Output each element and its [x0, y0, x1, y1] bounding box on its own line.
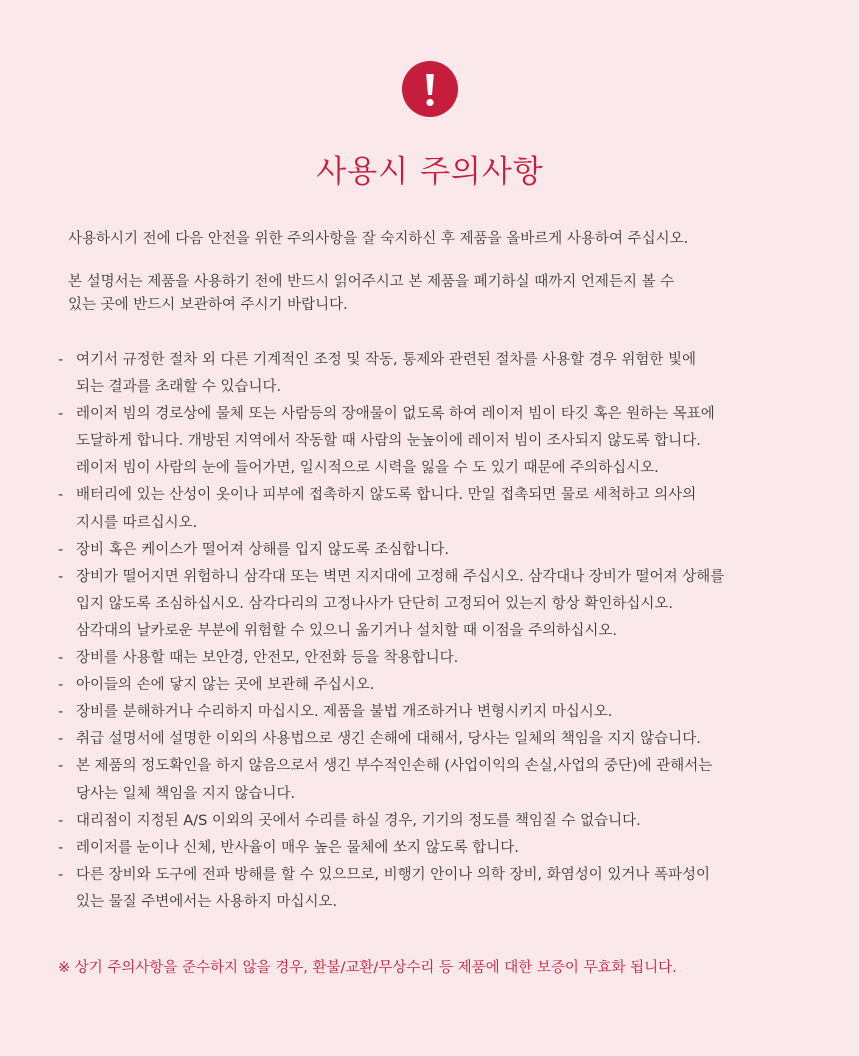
caution-line: 되는 결과를 초래할 수 있습니다. — [76, 379, 282, 396]
caution-item — [58, 672, 828, 699]
caution-line: 당사는 일체 책임을 지지 않습니다. — [76, 785, 296, 802]
bullet-dash: - — [58, 839, 64, 856]
caution-item — [58, 564, 828, 645]
bullet-dash: - — [58, 677, 64, 694]
caution-item — [58, 753, 828, 807]
warranty-warning: ※ 상기 주의사항을 준수하지 않을 경우, 환불/교환/무상수리 등 제품에 대한 보증이 무효화 됩니다. — [58, 960, 677, 976]
notice-line: 있는 곳에 반드시 보관하여 주시기 바랍니다. — [68, 297, 348, 313]
bullet-dash: - — [58, 406, 64, 423]
caution-item — [58, 699, 828, 726]
caution-item — [58, 645, 828, 672]
caution-line: 대리점이 지정된 A/S 이외의 곳에서 수리를 하실 경우, 기기의 정도를 책임질 수 없습니다. — [76, 812, 641, 829]
bullet-dash: - — [58, 352, 64, 368]
caution-item — [58, 347, 828, 401]
caution-line: 다른 장비와 도구에 전파 방해를 할 수 있으므로, 비행기 안이나 의학 장비, 화염성이 있거나 폭파성이 — [76, 866, 711, 883]
caution-item — [58, 835, 828, 862]
caution-item — [58, 726, 828, 753]
manual-notice — [68, 271, 828, 317]
caution-line: 장비 혹은 케이스가 떨어져 상해를 입지 않도록 조심합니다. — [76, 541, 450, 558]
caution-item — [58, 401, 828, 482]
caution-item — [58, 482, 828, 536]
caution-line: 본 제품의 정도확인을 하지 않음으로서 생긴 부수적인손해 (사업이익의 손실,사업의 중단)에 관해서는 — [76, 758, 713, 775]
caution-line: 아이들의 손에 닿지 않는 곳에 보관해 주십시오. — [76, 677, 375, 694]
caution-line: 장비가 떨어지면 위험하니 삼각대 또는 벽면 지지대에 고정해 주십시오. 삼각대나 장비가 떨어져 상해를 — [76, 568, 725, 585]
caution-line: 레이저를 눈이나 신체, 반사율이 매우 높은 물체에 쏘지 않도록 합니다. — [76, 839, 519, 856]
caution-line: 장비를 사용할 때는 보안경, 안전모, 안전화 등을 착용합니다. — [76, 650, 459, 667]
bullet-dash: - — [58, 731, 64, 748]
bullet-dash: - — [58, 866, 64, 883]
caution-line: 장비를 분해하거나 수리하지 마십시오. 제품을 불법 개조하거나 변형시키지 마십시오. — [76, 704, 613, 721]
bullet-dash: - — [58, 758, 64, 775]
bullet-dash: - — [58, 704, 64, 721]
exclamation-circle-icon — [402, 61, 458, 117]
caution-line: 레이저 빔이 사람의 눈에 들어가면, 일시적으로 시력을 잃을 수 도 있기 때문에 주의하십시오. — [76, 460, 659, 477]
page-title: 사용시 주의사항 — [316, 154, 544, 190]
bullet-dash: - — [58, 650, 64, 667]
bullet-dash: - — [58, 568, 64, 585]
caution-line: 입지 않도록 조심하십시오. 삼각다리의 고정나사가 단단히 고정되어 있는지 항상 확인하십시오. — [76, 595, 673, 612]
intro-text: 사용하시기 전에 다음 안전을 위한 주의사항을 잘 숙지하신 후 제품을 올바르게 사용하여 주십시오. — [68, 231, 689, 247]
caution-line: 배터리에 있는 산성이 옷이나 피부에 접촉하지 않도록 합니다. 만일 접촉되면 물로 세척하고 의사의 — [76, 487, 697, 504]
caution-line: 여기서 규정한 절차 외 다른 기계적인 조정 및 작동, 통제와 관련된 절차를 사용할 경우 위험한 빛에 — [76, 352, 697, 368]
caution-line: 레이저 빔의 경로상에 물체 또는 사람등의 장애물이 없도록 하여 레이저 빔이 타깃 혹은 원하는 목표에 — [76, 406, 715, 423]
caution-line: 삼각대의 날카로운 부분에 위험할 수 있으니 옮기거나 설치할 때 이점을 주의하십시오. — [76, 622, 617, 639]
bullet-dash: - — [58, 541, 64, 558]
caution-item — [58, 537, 828, 564]
caution-item — [58, 808, 828, 835]
bullet-dash: - — [58, 487, 64, 504]
caution-list — [58, 347, 828, 916]
bullet-dash: - — [58, 812, 64, 829]
caution-line: 취급 설명서에 설명한 이외의 사용법으로 생긴 손해에 대해서, 당사는 일체의 책임을 지지 않습니다. — [76, 731, 701, 748]
caution-item — [58, 862, 828, 916]
notice-line: 본 설명서는 제품을 사용하기 전에 반드시 읽어주시고 본 제품을 폐기하실 때까지 언제든지 볼 수 — [68, 274, 675, 290]
caution-line: 지시를 따르십시오. — [76, 514, 198, 531]
caution-line: 있는 물질 주변에서는 사용하지 마십시오. — [76, 893, 338, 910]
caution-line: 도달하게 합니다. 개방된 지역에서 작동할 때 사람의 눈높이에 레이저 빔이 조사되지 않도록 합니다. — [76, 433, 701, 450]
